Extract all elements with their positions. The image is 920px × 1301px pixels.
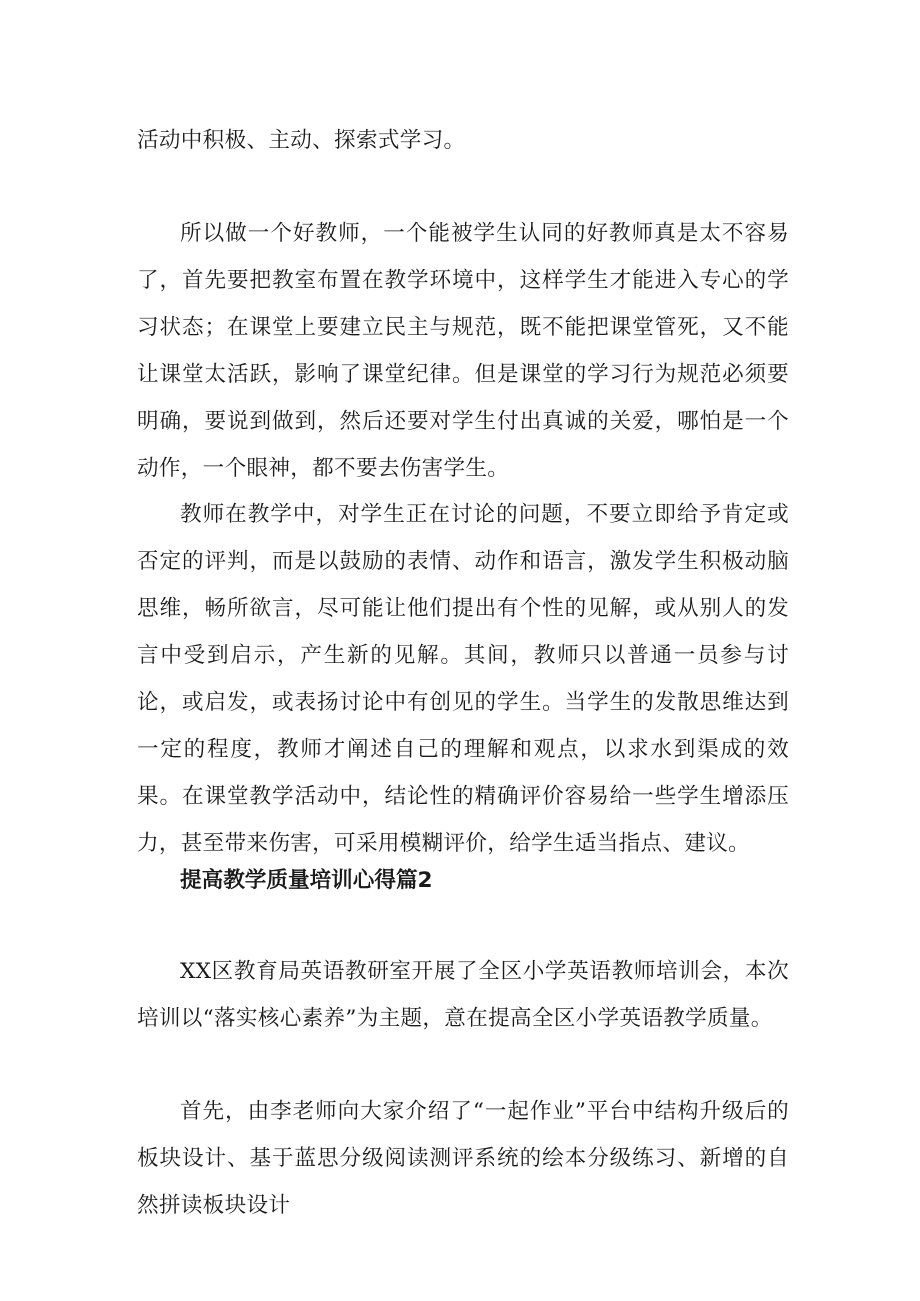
paragraph-continuation: 活动中积极、主动、探索式学习。 (137, 128, 466, 153)
paragraph-first-presentation: 首先，由李老师向大家介绍了“一起作业”平台中结构升级后的板块设计、基于蓝思分级阅读测评系统的绘本分级练习、新增的自然拼读板块设计 (137, 1099, 789, 1218)
paragraph-good-teacher: 所以做一个好教师，一个能被学生认同的好教师真是太不容易了，首先要把教室布置在教学环境中，这样学生才能进入专心的学习状态；在课堂上要建立民主与规范，既不能把课堂管死，又不能让课堂太活跃，影响了课堂纪律。但是课堂的学习行为规范必须要明确，要说到做到，然后还要对学生付出真诚的关爱，哪怕是一个动作，一个眼神，都不要去伤害学生。 (137, 221, 789, 481)
paragraph-teacher-discussion: 教师在教学中，对学生正在讨论的问题，不要立即给予肯定或否定的评判，而是以鼓励的表情、动作和语言，激发学生积极动脑思维，畅所欲言，尽可能让他们提出有个性的见解，或从别人的发言中受到启示，产生新的见解。其间，教师只以普通一员参与讨论，或启发，或表扬讨论中有创见的学生。当学生的发散思维达到一定的程度，教师才阐述自己的理解和观点，以求水到渠成的效果。在课堂教学活动中，结论性的精确评价容易给一些学生增添压力，甚至带来伤害，可采用模糊评价，给学生适当指点、建议。 (137, 502, 789, 856)
section-heading: 提高教学质量培训心得篇2 (180, 868, 433, 893)
paragraph-training-intro: XX区教育局英语教研室开展了全区小学英语教师培训会，本次培训以“落实核心素养”为主题，意在提高全区小学英语教学质量。 (137, 959, 789, 1031)
